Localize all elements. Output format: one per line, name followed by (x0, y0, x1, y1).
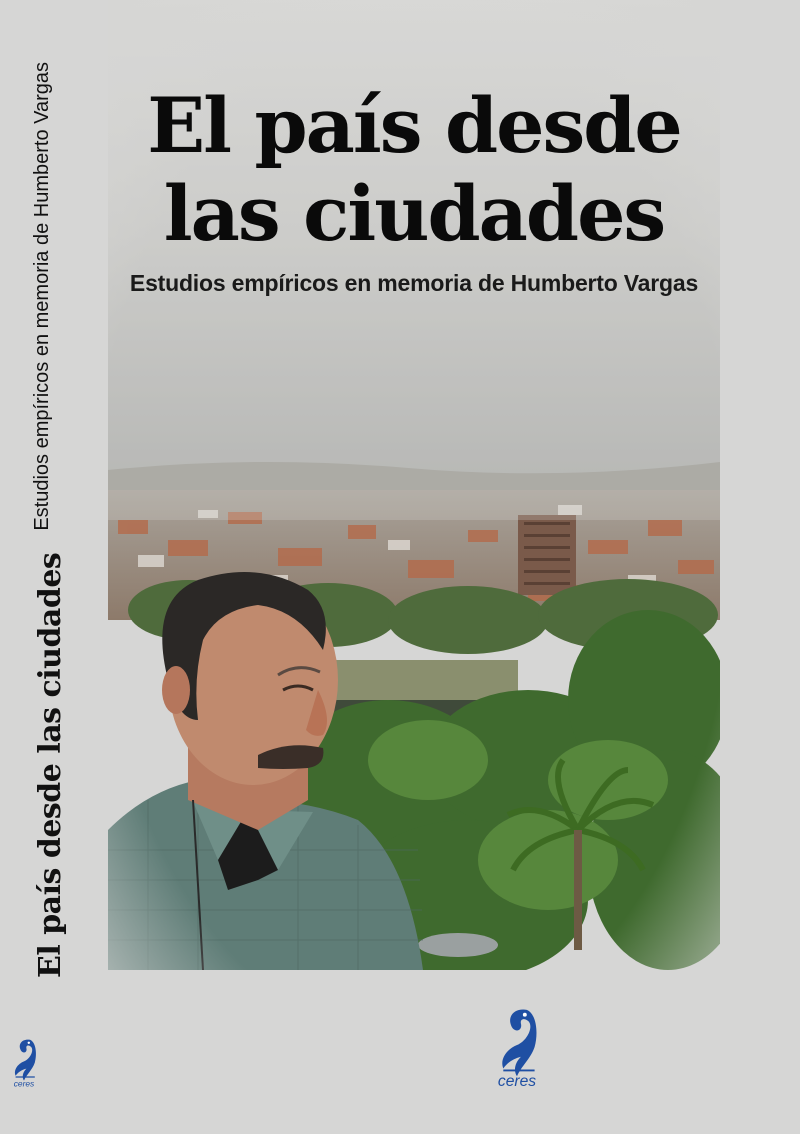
ceres-logo-icon (486, 1002, 548, 1090)
ceres-logo-icon (6, 1034, 42, 1090)
title-line-2: las ciudades (163, 169, 665, 258)
spine-subtitle: Estudios empíricos en memoria de Humberto Vargas (30, 61, 53, 531)
front-cover (108, 0, 720, 1134)
book-title (108, 82, 720, 258)
book-subtitle: Estudios empíricos en memoria de Humberto Vargas (129, 270, 699, 296)
spine-text (8, 18, 92, 978)
book-spine (0, 0, 100, 1134)
spine-publisher: ceres (13, 1078, 35, 1089)
spine-title: El país desde las ciudades (32, 552, 68, 978)
title-line-1: El país desde (147, 81, 681, 170)
publisher-name: ceres (497, 1073, 537, 1090)
